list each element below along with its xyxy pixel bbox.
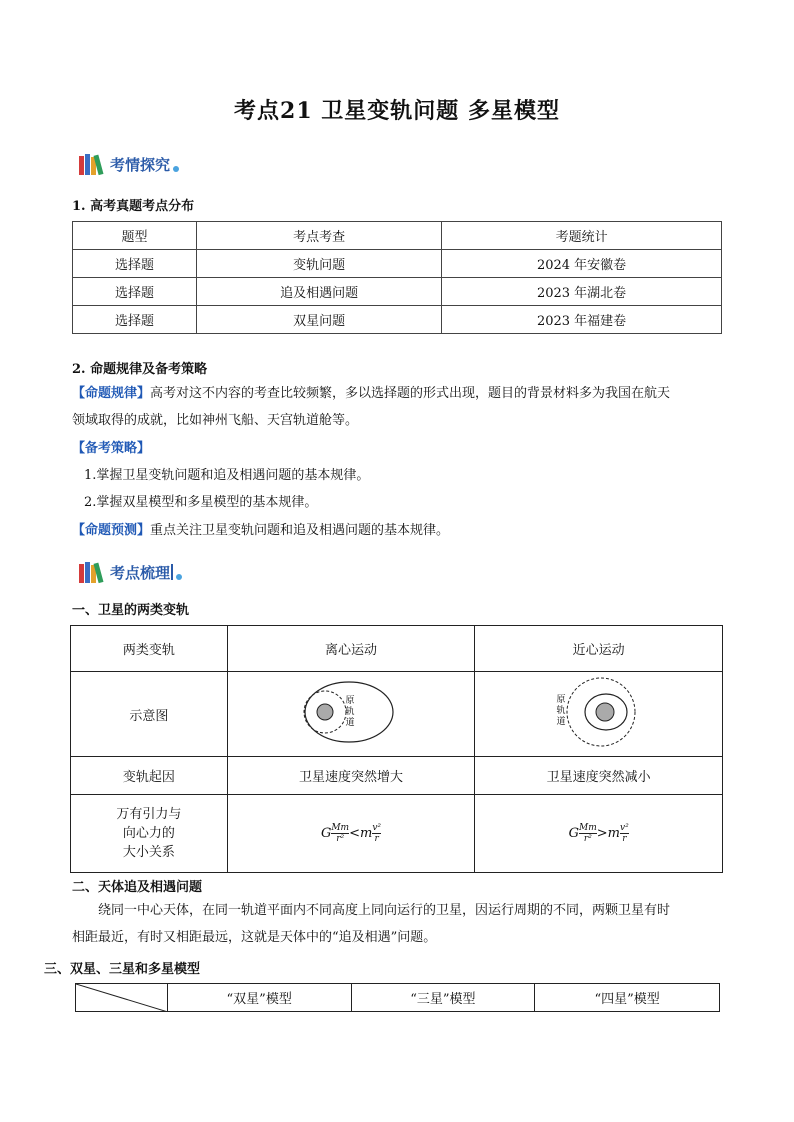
table-header-cell: “三星”模型: [351, 984, 535, 1012]
rule-text-line1: 高考对这不内容的考查比较频繁，多以选择题的形式出现，题目的背景材料多为我国在航天: [150, 386, 671, 401]
multi-star-table: [75, 983, 720, 1012]
table-cell: 追及相遇问题: [197, 278, 442, 306]
formula-cell-centrifugal: [227, 795, 475, 873]
heading-multi-star: 三、双星、三星和多星模型: [44, 962, 201, 977]
table-header-cell: 题型: [73, 222, 197, 250]
orbit-change-table: [70, 625, 723, 873]
section-badge-kaoqing: [78, 150, 179, 178]
orbit-label-char: 轨: [556, 706, 566, 716]
centripetal-orbit-diagram: [549, 672, 649, 752]
table-header-cell: 考点考查: [197, 222, 442, 250]
table-cell: 2024 年安徽卷: [442, 250, 722, 278]
cursor-mark: [171, 564, 173, 580]
table-header-cell: 考题统计: [442, 222, 722, 250]
heading-orbit-change: 一、卫星的两类变轨: [72, 603, 190, 618]
heading-chase-meet: 二、天体追及相遇问题: [72, 880, 203, 895]
chase-paragraph-line2: 相距最近，有时又相距最远，这就是天体中的“追及相遇”问题。: [72, 930, 437, 945]
predict-text: 重点关注卫星变轨问题和追及相遇问题的基本规律。: [150, 523, 450, 538]
strategy-tag: 【备考策略】: [72, 441, 151, 456]
orbit-label-char: 道: [556, 717, 566, 727]
table-cell: 卫星速度突然减小: [475, 757, 723, 795]
strategy-item: 2.掌握双星模型和多星模型的基本规律。: [84, 495, 318, 510]
predict-paragraph: [72, 518, 449, 544]
books-icon: [78, 152, 108, 176]
table-cell: 2023 年福建卷: [442, 306, 722, 334]
table-row: [71, 795, 723, 873]
subheading-distribution: 1. 高考真题考点分布: [72, 199, 195, 214]
table-cell: 变轨问题: [197, 250, 442, 278]
table-header-row: [76, 984, 720, 1012]
diagonal-header-cell: [76, 984, 168, 1012]
centripetal-diagram-cell: [475, 672, 723, 757]
formula-cell-centripetal: [475, 795, 723, 873]
orbit-label-char: 轨: [345, 707, 355, 717]
table-cell: 示意图: [71, 672, 228, 757]
table-cell: 选择题: [73, 278, 197, 306]
table-header-cell: “四星”模型: [535, 984, 720, 1012]
badge-dot-icon: [176, 574, 182, 580]
strategy-item: 1.掌握卫星变轨问题和追及相遇问题的基本规律。: [84, 468, 370, 483]
table-cell: 选择题: [73, 250, 197, 278]
formula-centripetal: G $\frac{Mm}{\text{r²}}$ >m $\frac{\text{v²}}{r}$: [568, 823, 629, 844]
table-row: [73, 250, 722, 278]
table-cell: 卫星速度突然增大: [227, 757, 475, 795]
rule-paragraph: [72, 381, 732, 407]
rule-text-line2: 领域取得的成就，比如神州飞船、天宫轨道舱等。: [72, 413, 359, 428]
books-icon: [78, 560, 108, 584]
orbit-label-char: 道: [345, 718, 355, 728]
table-row: [71, 626, 723, 672]
table-row: [71, 672, 723, 757]
relation-line: 向心力的: [122, 826, 175, 841]
table-cell: 双星问题: [197, 306, 442, 334]
relation-line: 万有引力与: [116, 807, 182, 822]
exam-distribution-table: [72, 221, 722, 334]
badge-dot-icon: [173, 166, 179, 172]
orbit-label-char: 原: [556, 695, 566, 705]
orbit-label-char: 原: [345, 696, 355, 706]
table-row: [71, 757, 723, 795]
diagonal-line: [76, 984, 168, 1012]
section-badge-label: 考点梳理: [110, 563, 171, 582]
table-header-row: [73, 222, 722, 250]
predict-tag: 【命题预测】: [72, 523, 151, 538]
subheading-strategy: 2. 命题规律及备考策略: [72, 362, 208, 377]
table-cell: 2023 年湖北卷: [442, 278, 722, 306]
table-cell: 选择题: [73, 306, 197, 334]
page-title: 考点21 卫星变轨问题 多星模型: [234, 98, 560, 124]
formula-centrifugal: G $\frac{Mm}{\text{r²}}$ <m $\frac{\text{v²}}{r}$: [320, 823, 382, 844]
centrifugal-orbit-diagram: [301, 677, 401, 747]
section-badge-kaodian: [78, 558, 182, 586]
table-cell: 两类变轨: [71, 626, 228, 672]
table-row: [73, 278, 722, 306]
relation-line: 大小关系: [122, 845, 175, 860]
centrifugal-diagram-cell: [227, 672, 475, 757]
table-cell: 变轨起因: [71, 757, 228, 795]
chase-paragraph-line1: 绕同一中心天体，在同一轨道平面内不同高度上同向运行的卫星，因运行周期的不同，两颗卫星有时: [98, 903, 671, 918]
table-row: [73, 306, 722, 334]
table-cell-relation: [71, 795, 228, 873]
rule-tag: 【命题规律】: [72, 386, 151, 401]
table-cell: 离心运动: [227, 626, 475, 672]
table-cell: 近心运动: [475, 626, 723, 672]
section-badge-label: 考情探究: [110, 155, 171, 174]
table-header-cell: “双星”模型: [167, 984, 351, 1012]
